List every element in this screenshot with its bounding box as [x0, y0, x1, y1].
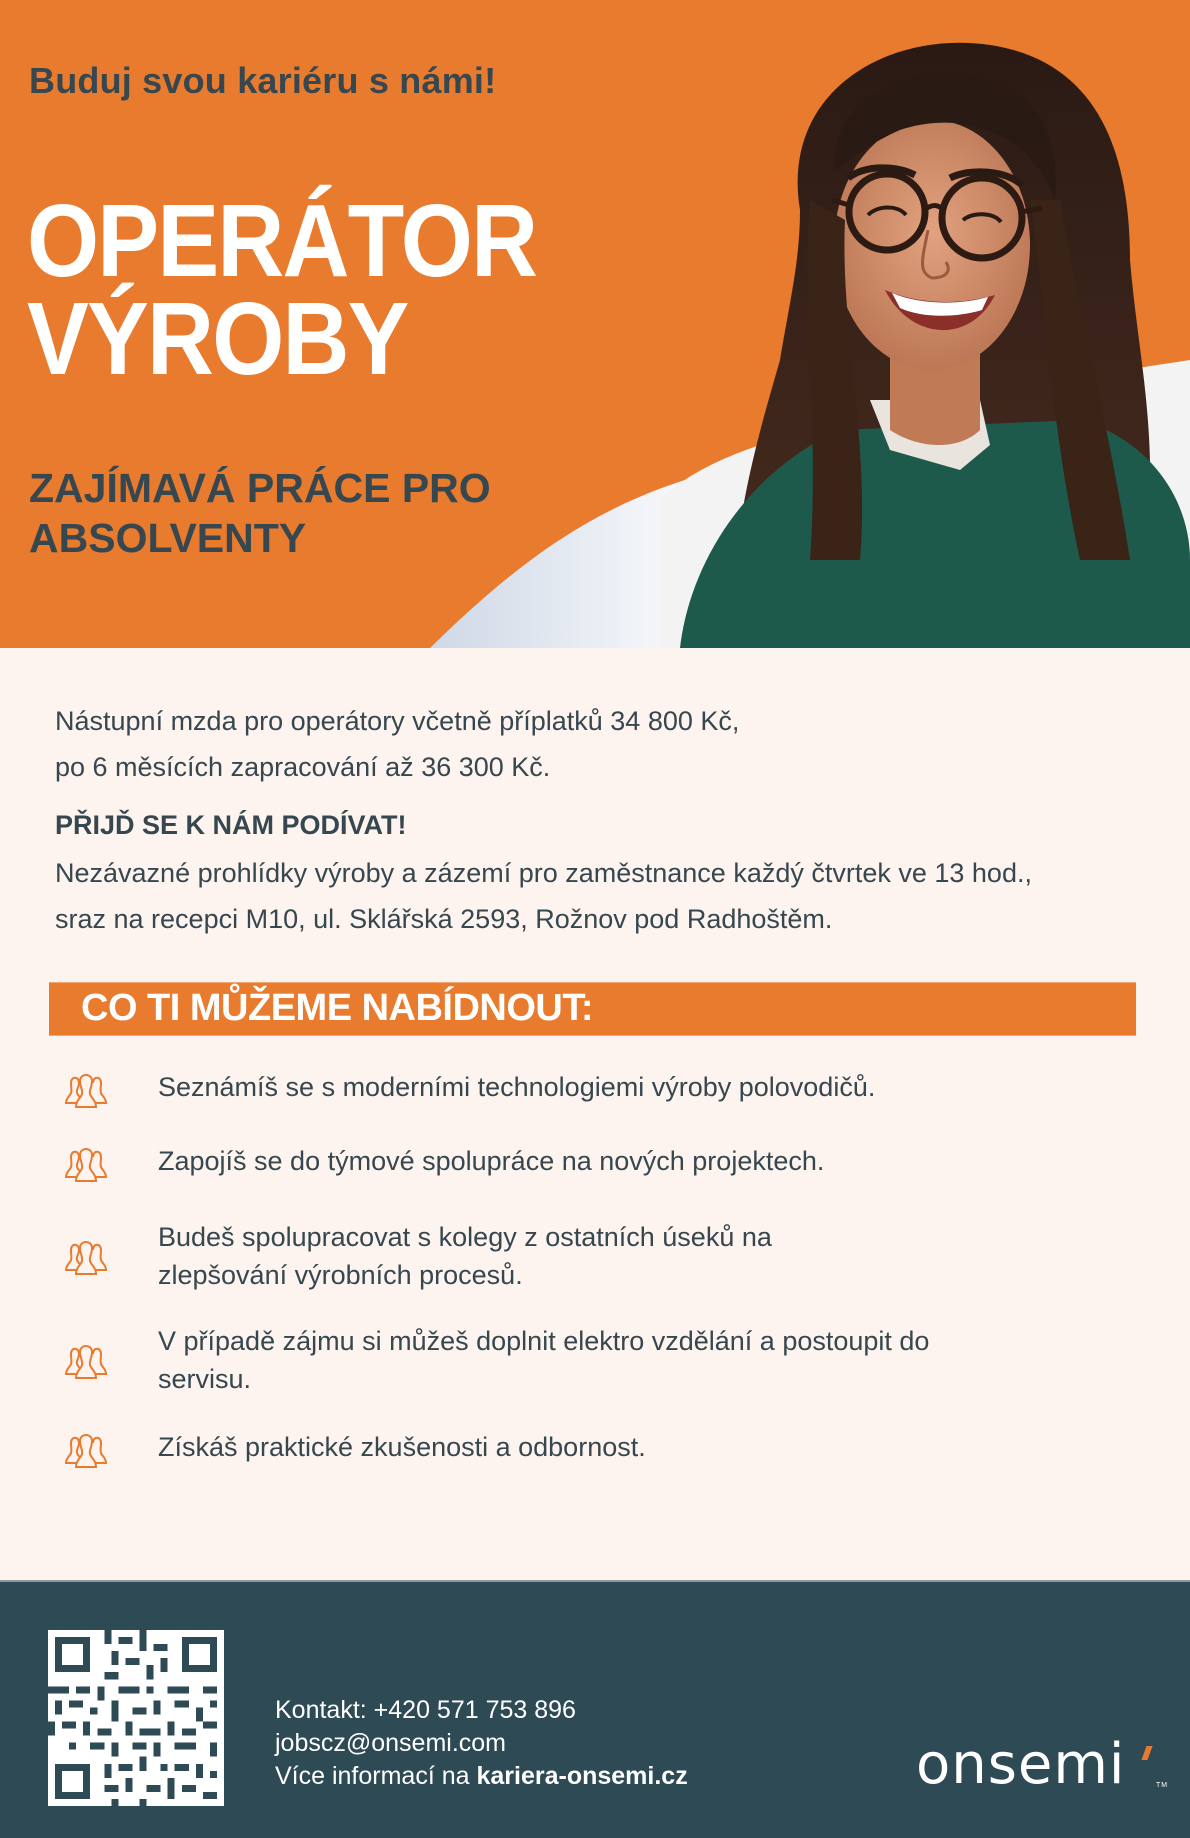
people-group-icon: [62, 1342, 110, 1382]
logo-trademark: TM: [1156, 1782, 1169, 1789]
job-title-line-1: OPERÁTOR: [27, 183, 537, 298]
website-link[interactable]: kariera-onsemi.cz: [476, 1762, 688, 1790]
benefit-text-line-1: Zapojíš se do týmové spolupráce na nových projektech.: [158, 1146, 825, 1176]
people-group-icon: [62, 1238, 110, 1278]
benefit-text: [158, 1428, 1058, 1466]
benefit-text: [158, 1142, 1058, 1180]
contact-phone[interactable]: Kontakt: +420 571 753 896: [275, 1696, 576, 1724]
subtitle: [29, 463, 491, 563]
visit-info: [55, 850, 1032, 942]
offer-section-header: [49, 982, 1136, 1036]
salary-line-2: po 6 měsících zapracování až 36 300 Kč.: [55, 752, 551, 782]
benefit-text-line-2: servisu.: [158, 1364, 252, 1394]
hero-banner: [0, 0, 1190, 648]
benefit-text: [158, 1322, 1058, 1398]
footer: [0, 1580, 1190, 1838]
people-group-icon: [62, 1071, 110, 1111]
benefit-text-line-1: Seznámíš se s moderními technologiemi výroby polovodičů.: [158, 1072, 876, 1102]
visit-line-1: Nezávazné prohlídky výroby a zázemí pro zaměstnance každý čtvrtek ve 13 hod.,: [55, 858, 1032, 888]
job-title-line-2: VÝROBY: [27, 281, 408, 396]
job-title: [27, 183, 537, 396]
logo-text: onsemi: [916, 1732, 1126, 1797]
people-group-icon: [62, 1145, 110, 1185]
subtitle-line-2: ABSOLVENTY: [29, 515, 307, 561]
qr-code[interactable]: [48, 1630, 224, 1806]
more-info: [275, 1760, 688, 1793]
offer-title: CO TI MŮŽEME NABÍDNOUT:: [81, 987, 594, 1029]
salary-line-1: Nástupní mzda pro operátory včetně příplatků 34 800 Kč,: [55, 706, 740, 736]
benefit-text-line-1: Budeš spolupracovat s kolegy z ostatních úseků na: [158, 1222, 772, 1252]
tagline: Buduj svou kariéru s námi!: [29, 60, 497, 101]
benefit-text: [158, 1068, 1058, 1106]
benefit-text-line-2: zlepšování výrobních procesů.: [158, 1260, 523, 1290]
benefit-text-line-1: Získáš praktické zkušenosti a odbornost.: [158, 1432, 646, 1462]
contact-email[interactable]: jobscz@onsemi.com: [275, 1729, 507, 1757]
people-group-icon: [62, 1431, 110, 1471]
more-info-prefix: Více informací na: [275, 1762, 477, 1790]
visit-line-2: sraz na recepci M10, ul. Sklářská 2593, Rožnov pod Radhoštěm.: [55, 904, 833, 934]
benefit-text-line-1: V případě zájmu si můžeš doplnit elektro vzdělání a postoupit do: [158, 1326, 930, 1356]
visit-heading: PŘIJĎ SE K NÁM PODÍVAT!: [55, 810, 407, 840]
person-photo: [660, 0, 1190, 648]
logo-accent: [1141, 1746, 1152, 1760]
onsemi-logo: [916, 1732, 1169, 1797]
subtitle-line-1: ZAJÍMAVÁ PRÁCE PRO: [29, 465, 491, 511]
contact-info: [275, 1694, 688, 1793]
salary-info: [55, 698, 739, 790]
benefit-text: [158, 1218, 1058, 1294]
